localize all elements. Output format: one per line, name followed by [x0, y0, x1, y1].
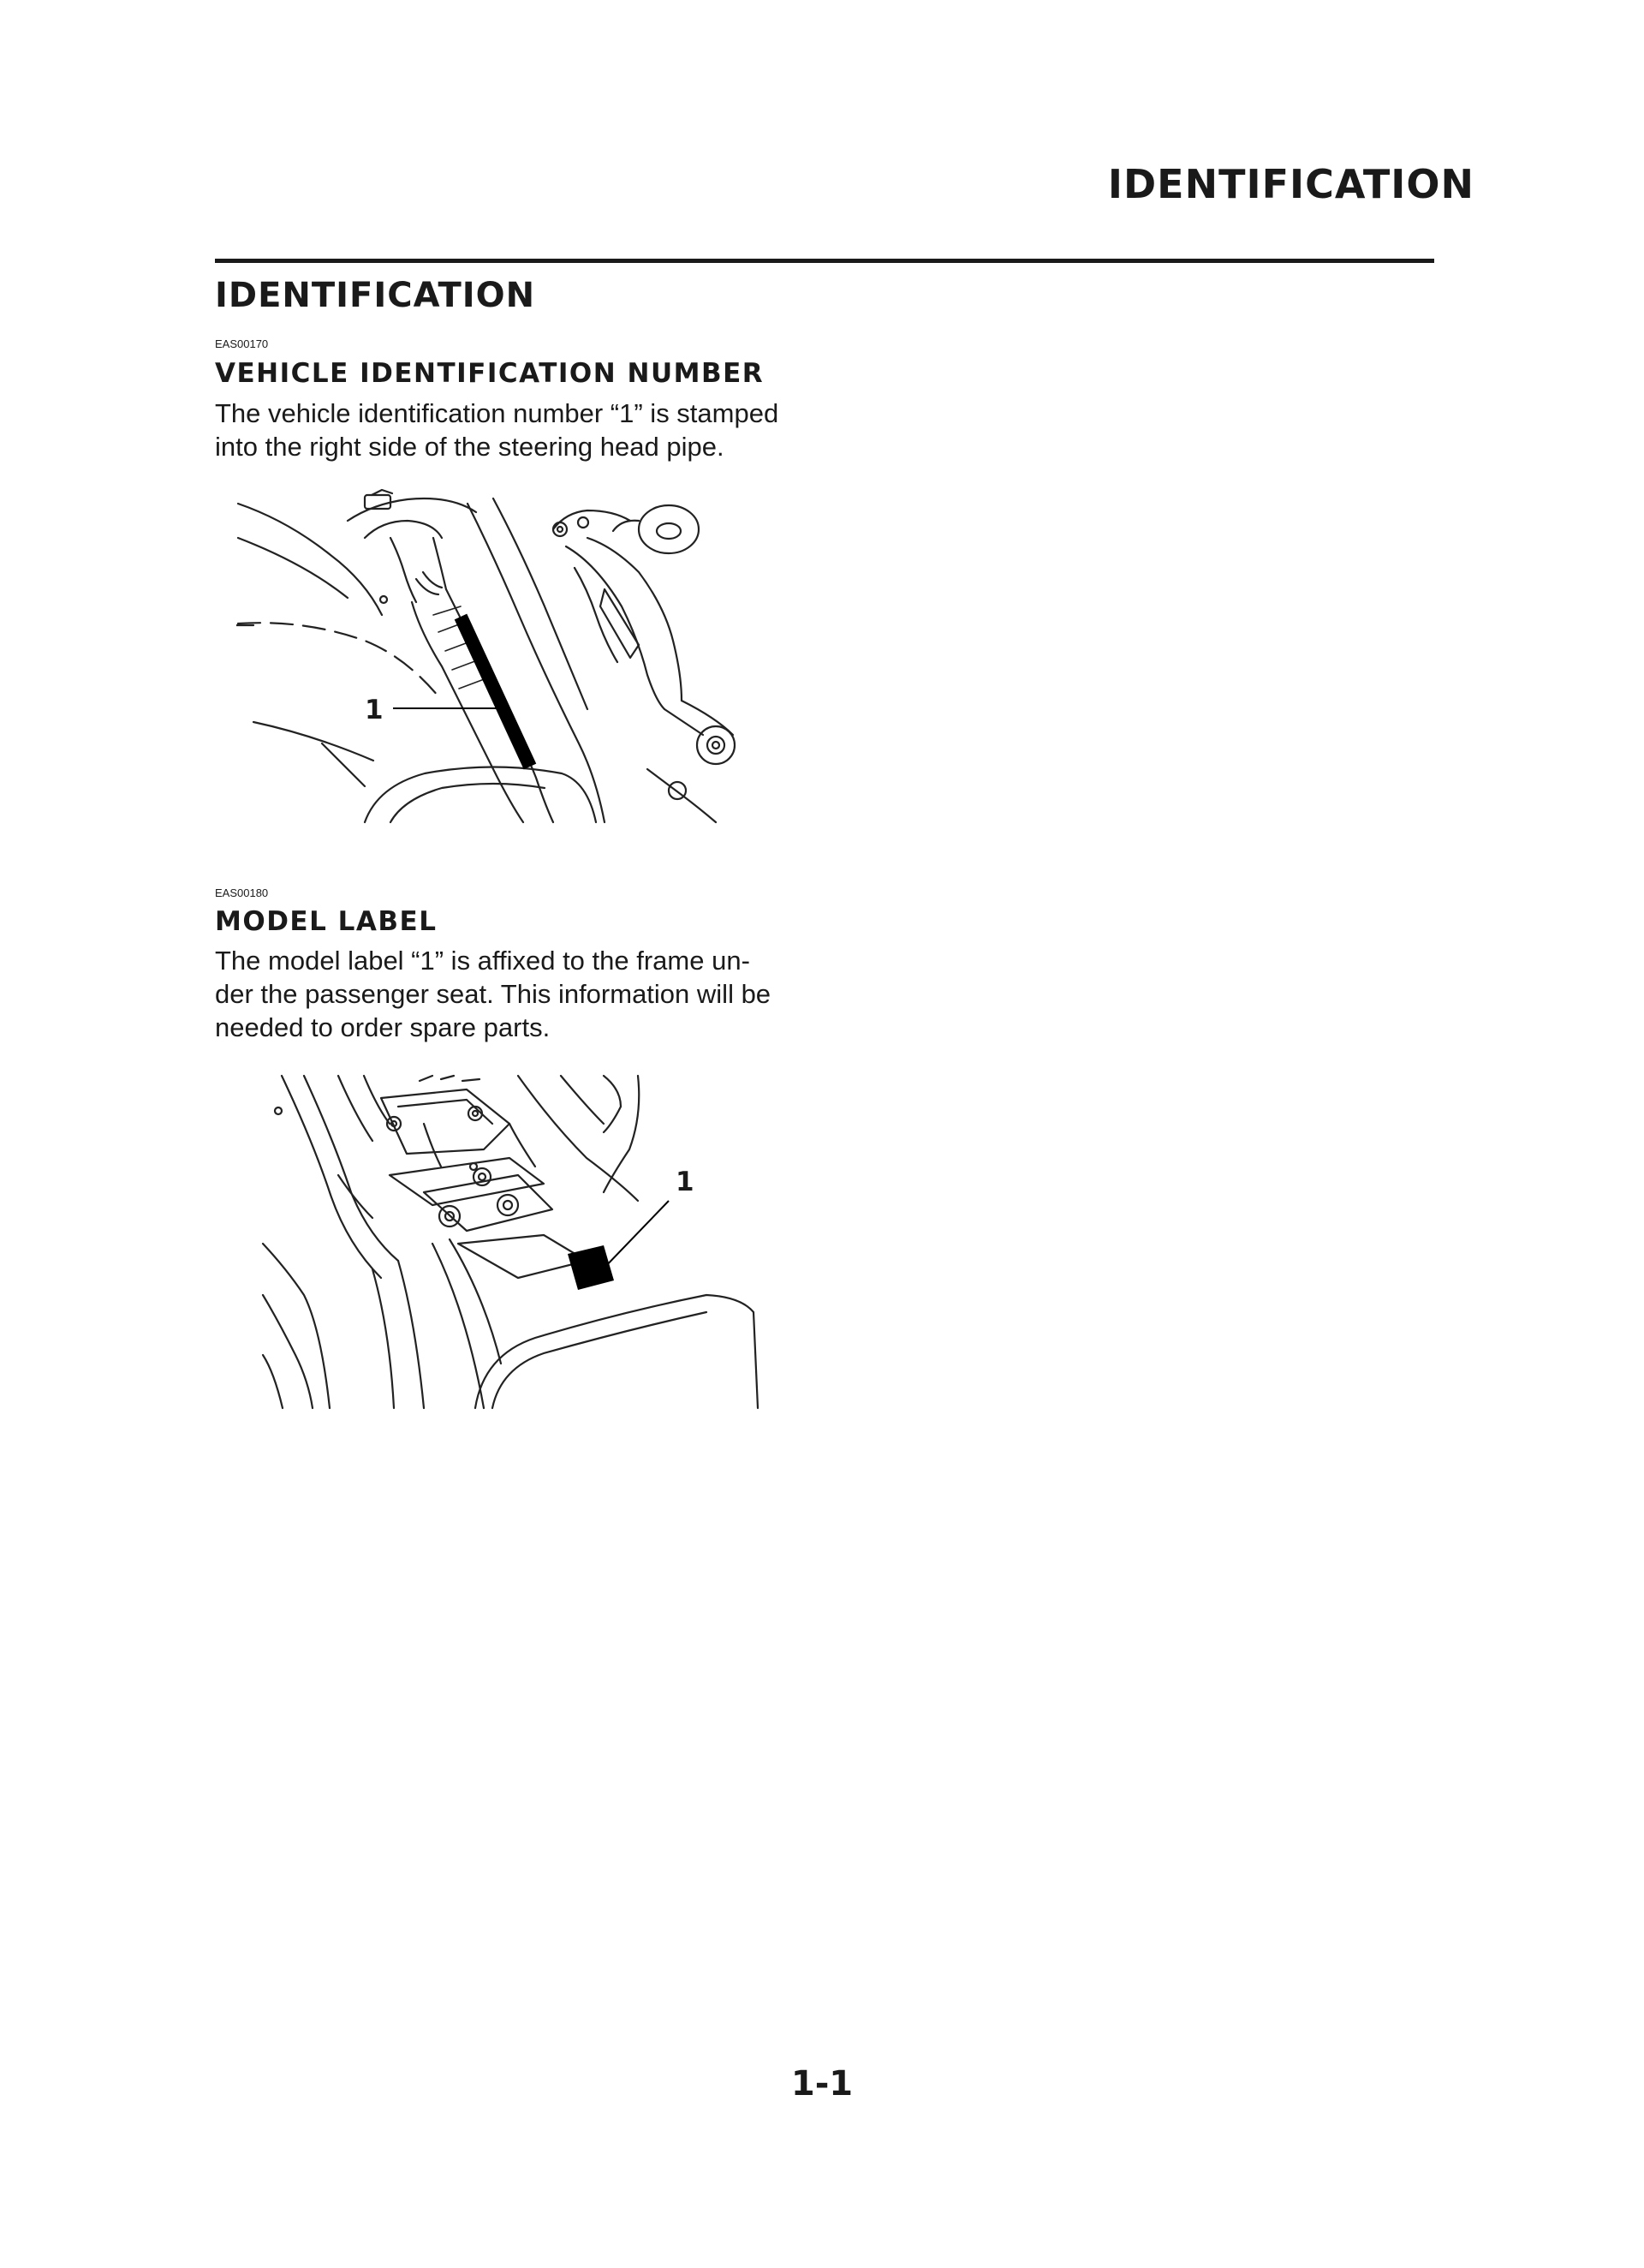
model-label-text-line: der the passenger seat. This information will be — [215, 979, 771, 1009]
vin-illustration — [236, 486, 742, 826]
vin-callout-number: 1 — [365, 695, 384, 725]
model-label-callout-number: 1 — [676, 1167, 694, 1197]
header-rule — [215, 259, 1434, 263]
page-number: 1-1 — [790, 2064, 854, 2104]
vin-text-line: into the right side of the steering head pipe. — [215, 432, 724, 462]
section-title: IDENTIFICATION — [215, 276, 536, 315]
vin-text-line: The vehicle identification number “1” is stamped — [215, 398, 779, 428]
running-header-title: IDENTIFICATION — [1107, 161, 1474, 207]
vin-reference-code: EAS00170 — [215, 337, 269, 350]
model-label-text-line: The model label “1” is affixed to the frame un- — [215, 946, 750, 976]
model-label-description — [215, 944, 831, 1044]
model-label-text-line: needed to order spare parts. — [215, 1012, 551, 1042]
model-label-reference-code: EAS00180 — [215, 886, 269, 899]
model-label-illustration — [261, 1072, 766, 1412]
vin-subtitle: VEHICLE IDENTIFICATION NUMBER — [215, 358, 765, 389]
vin-description — [215, 397, 831, 463]
model-label-subtitle: MODEL LABEL — [215, 906, 438, 937]
